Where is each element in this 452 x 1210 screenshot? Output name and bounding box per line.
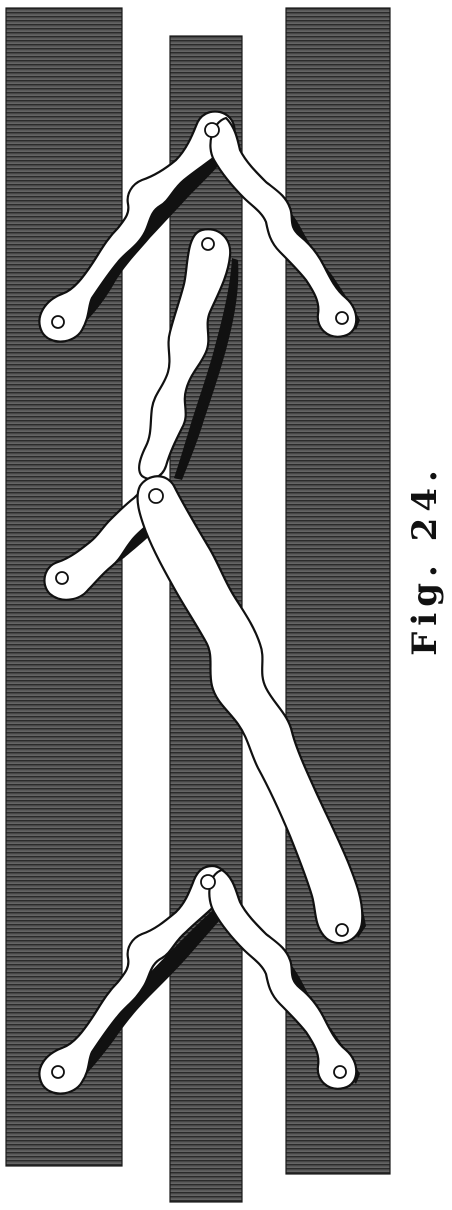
figure-caption-text: Fig. 24. bbox=[405, 464, 445, 656]
long-link-upper-pin bbox=[149, 489, 163, 503]
top-left-end-pin bbox=[52, 316, 64, 328]
bottom-right-end-pin bbox=[334, 1066, 346, 1078]
top-right-end-pin bbox=[336, 312, 348, 324]
bottom-v-apex-pin bbox=[201, 875, 215, 889]
middle-upper-pin bbox=[202, 238, 214, 250]
long-link-lower-pin bbox=[336, 924, 348, 936]
middle-left-end-pin bbox=[56, 572, 68, 584]
figure-caption bbox=[395, 440, 452, 680]
top-v-apex-pin bbox=[205, 123, 219, 137]
bottom-left-end-pin bbox=[52, 1066, 64, 1078]
